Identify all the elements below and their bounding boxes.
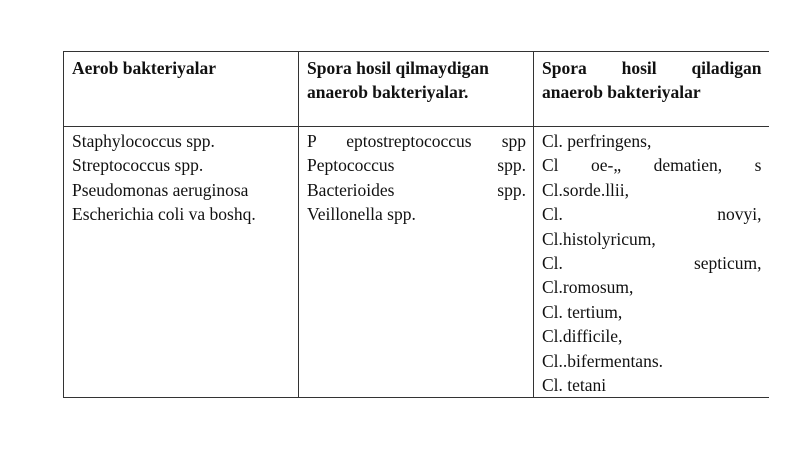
list-item: Veillonella spp. — [307, 204, 416, 225]
header-spore-anaerob — [534, 52, 769, 127]
list-item: Staphylococcus spp. — [72, 131, 215, 151]
list-item: Escherichia coli va boshq. — [72, 204, 256, 225]
list-item: Cl..bifermentans. — [542, 350, 664, 371]
list-item: Cl.difficile, — [542, 326, 623, 347]
list-item: Peptococcus spp. — [307, 155, 526, 176]
header-spore-anaerob-text: Spora hosil qiladigan anaerob bakteriyalar — [542, 58, 762, 103]
list-item: Cl. novyi, — [542, 204, 762, 225]
list-item: Cl. perfringens, — [542, 131, 652, 151]
cell-spore-anaerob-list — [534, 127, 769, 398]
list-item: Cl. tertium, — [542, 301, 623, 322]
bacteria-table — [63, 51, 769, 398]
cell-aerob-list — [64, 127, 299, 398]
table-header-row — [64, 52, 769, 127]
header-aerob-text: Aerob bakteriyalar — [72, 58, 217, 78]
list-item: Cl oe-„ dematien, s — [542, 155, 762, 176]
list-item: Cl. septicum, — [542, 253, 762, 274]
list-item: Cl. tetani — [542, 375, 607, 396]
list-item: Cl.histolyricum, — [542, 228, 656, 249]
list-item: P eptostreptococcus spp — [307, 131, 526, 151]
cell-nonspore-anaerob-list — [299, 127, 534, 398]
header-nonspore-anaerob-text: Spora hosil qilmaydigan anaerob bakteriyalar. — [307, 58, 489, 103]
list-item: Bacterioides spp. — [307, 179, 526, 200]
table-row — [64, 127, 769, 398]
list-item: Cl.romosum, — [542, 277, 634, 298]
header-nonspore-anaerob — [299, 52, 534, 127]
list-item: Streptococcus spp. — [72, 155, 204, 176]
header-aerob — [64, 52, 299, 127]
list-item: Pseudomonas aeruginosa — [72, 179, 249, 200]
list-item: Cl.sorde.llii, — [542, 179, 630, 200]
